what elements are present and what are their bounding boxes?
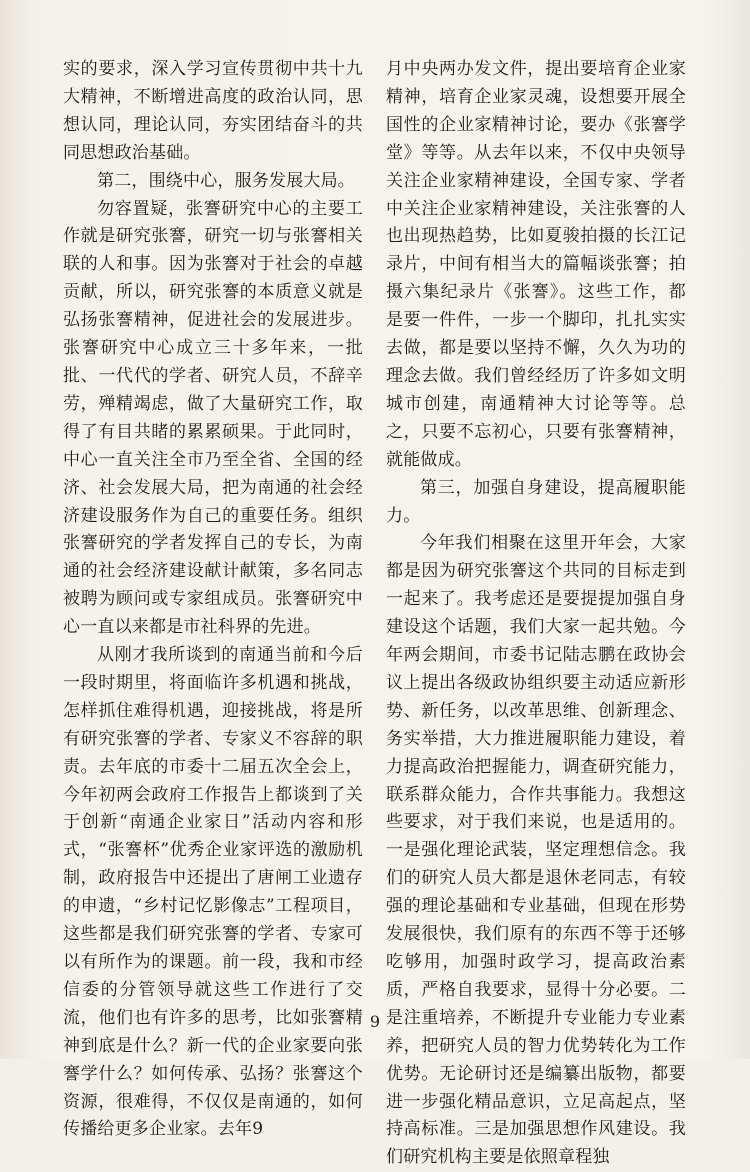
left-column xyxy=(63,56,363,1144)
paragraph: 今年我们相聚在这里开年会，大家都是因为研究张謇这个共同的目标走到一起来了。我考虑还是要提提加强自身建设这个话题，我们大家一起共勉。今年两会期间，市委书记陆志鹏在政协会议上提出各级政协组织要主动适应新形势、新任务，以改革思维、创新理念、务实举措，大力推进履职能力建设，着力提高政治把握能力，调查研究能力，联系群众能力，合作共事能力。我想这些要求，对于我们来说，也是适用的。一是强化理论武装，坚定理想信念。我们的研究人员大都是退休老同志，有较强的理论基础和专业基础，但现在形势发展很快，我们原有的东西不等于还够吃够用，加强时政学习，提高政治素质，严格自我要求，显得十分必要。二是注重培养，不断提升专业能力专业素养，把研究人员的智力优势转化为工作优势。无论研讨还是编纂出版物，都要进一步强化精品意识，立足高起点，坚持高标准。三是加强思想作风建设。我们研究机构主要是依照章程独 xyxy=(386,533,686,1168)
paragraph: 实的要求，深入学习宣传贯彻中共十九大精神，不断增进高度的政治认同，思想认同，理论认同，夯实团结奋斗的共同思想政治基础。 xyxy=(63,59,363,163)
paragraph: 月中央两办发文件，提出要培育企业家精神，培育企业家灵魂，设想要开展全国性的企业家精神讨论，要办《张謇学堂》等等。从去年以来，不仅中央领导关注企业家精神建设，全国专家、学者中关注企业家精神建设，关注张謇的人也出现热趋势，比如夏骏拍摄的长江记录片，中间有相当大的篇幅谈张謇；拍摄六集纪录片《张謇》。这些工作，都是要一件件，一步一个脚印，扎扎实实去做，都是要以坚持不懈，久久为功的理念去做。我们曾经经历了许多如文明城市创建，南通精神大讨论等等。总之，只要不忘初心，只要有张謇精神，就能做成。 xyxy=(386,59,686,470)
section-heading: 第三，加强自身建设，提高履职能力。 xyxy=(386,477,686,526)
right-column xyxy=(386,56,686,1172)
paragraph: 勿容置疑，张謇研究中心的主要工作就是研究张謇，研究一切与张謇相关联的人和事。因为张謇对于社会的卓越贡献，所以，研究张謇的本质意义就是弘扬张謇精神，促进社会的发展进步。张謇研究中心成立三十多年来，一批批、一代代的学者、研究人员，不辞辛劳，殚精竭虑，做了大量研究工作，取得了有目共睹的累累硕果。于此同时，中心一直关注全市乃至全省、全国的经济、社会发展大局，把为南通的社会经济建设服务作为自己的重要任务。组织张謇研究的学者发挥自己的专长，为南通的社会经济建设献计献策，多名同志被聘为顾问或专家组成员。张謇研究中心一直以来都是市社科界的先进。 xyxy=(63,198,363,638)
page-number: 9 xyxy=(369,1012,381,1031)
section-heading: 第二，围绕中心，服务发展大局。 xyxy=(97,170,355,191)
paragraph: 从刚才我所谈到的南通当前和今后一段时期里，将面临许多机遇和挑战，怎样抓住难得机遇，迎接挑战，将是所有研究张謇的学者、专家义不容辞的职责。去年底的市委十二届五次全会上，今年初两会政府工作报告上都谈到了关于创新“南通企业家日”活动内容和形式，“张謇杯”优秀企业家评选的激励机制，政府报告中还提出了唐闸工业遗存的申遗，“乡村记忆影像志”工程项目，这些都是我们研究张謇的学者、专家可以有所作为的课题。前一段，我和市经信委的分管领导就这些工作进行了交流，他们也有许多的思考，比如张謇精神到底是什么？新一代的企业家要向张謇学什么？如何传承、弘扬？张謇这个资源，很难得，不仅仅是南通的，如何传播给更多企业家。去年9 xyxy=(63,645,363,1140)
